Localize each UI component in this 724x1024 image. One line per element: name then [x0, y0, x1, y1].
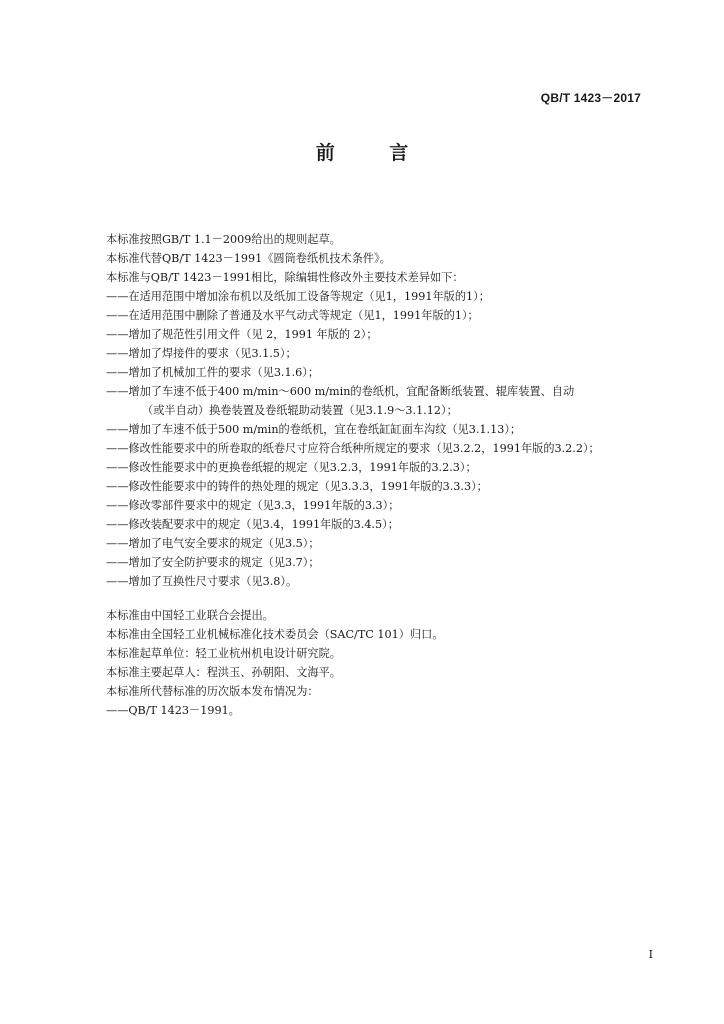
technical-changes-section	[106, 230, 676, 591]
change-item: ——增加了机械加工件的要求（见3.1.6）；	[106, 366, 320, 379]
replaces-standard-line: 本标准代替QB/T 1423－1991《圆筒卷纸机技术条件》。	[106, 252, 391, 265]
change-item: ——增加了互换性尺寸要求（见3.8）。	[106, 575, 298, 588]
page-title: 前 言	[315, 142, 433, 164]
change-item: ——修改零部件要求中的规定（见3.3，1991年版的3.3）；	[106, 499, 400, 512]
change-item: ——增加了车速不低于500 m/min的卷纸机，宜在卷纸缸缸面车沟纹（见3.1.13）；	[106, 423, 522, 436]
change-item: ——修改装配要求中的规定（见3.4，1991年版的3.4.5）；	[106, 518, 399, 531]
main-drafters-line: 本标准主要起草人：程洪玉、孙朝阳、文海平。	[106, 666, 341, 679]
change-item-continuation: （或半自动）换卷装置及卷纸辊助动装置（见3.1.9～3.1.12）；	[142, 404, 458, 417]
previous-editions-intro-line: 本标准所代替标准的历次版本发布情况为：	[106, 685, 319, 698]
change-item: ——增加了电气安全要求的规定（见3.5）；	[106, 537, 320, 550]
change-item: ——增加了焊接件的要求（见3.1.5）；	[106, 347, 297, 360]
change-item: ——增加了车速不低于400 m/min～600 m/min的卷纸机，宜配备断纸装置、辊库装置、自动	[106, 385, 575, 398]
change-item: ——在适用范围中删除了普通及水平气动式等规定（见1，1991年版的1）；	[106, 309, 479, 322]
drafting-rule-line: 本标准按照GB/T 1.1－2009给出的规则起草。	[106, 233, 341, 246]
change-item: ——增加了规范性引用文件（见 2，1991 年版的 2）；	[106, 328, 378, 341]
proposer-line: 本标准由中国轻工业联合会提出。	[106, 609, 274, 622]
standard-code: QB/T 1423－2017	[540, 91, 641, 105]
change-item: ——修改性能要求中的铸件的热处理的规定（见3.3.3，1991年版的3.3.3）；	[106, 480, 488, 493]
change-item: ——修改性能要求中的所卷取的纸卷尺寸应符合纸种所规定的要求（见3.2.2，1991年版的3.2.2）；	[106, 442, 600, 455]
governing-committee-line: 本标准由全国轻工业机械标准化技术委员会（SAC/TC 101）归口。	[106, 628, 444, 641]
change-item: ——修改性能要求中的更换卷纸辊的规定（见3.2.3，1991年版的3.2.3）；	[106, 461, 477, 474]
standard-info-section	[106, 606, 676, 720]
previous-edition-item: ——QB/T 1423－1991。	[106, 704, 240, 717]
differences-intro-line: 本标准与QB/T 1423－1991相比，除编辑性修改外主要技术差异如下：	[106, 271, 464, 284]
drafting-organization-line: 本标准起草单位：轻工业杭州机电设计研究院。	[106, 647, 341, 660]
change-item: ——在适用范围中增加涂布机以及纸加工设备等规定（见1，1991年版的1）；	[106, 290, 490, 303]
page-number: I	[648, 948, 653, 961]
change-item: ——增加了安全防护要求的规定（见3.7）；	[106, 556, 320, 569]
